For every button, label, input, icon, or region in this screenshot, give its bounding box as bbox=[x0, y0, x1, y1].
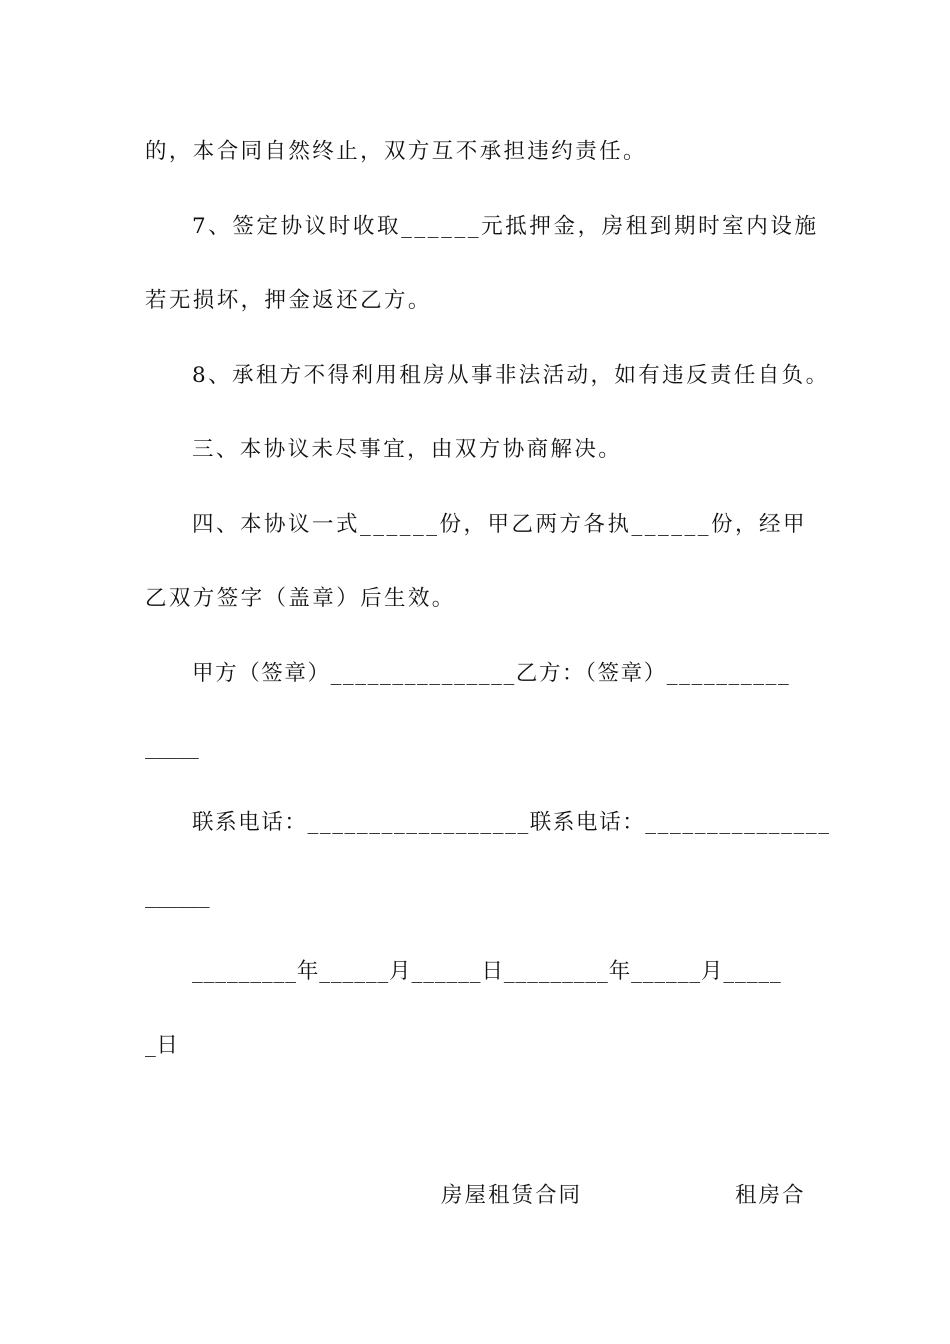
phone-line-continuation: ______ bbox=[145, 884, 210, 909]
clause-7-deposit: 7、签定协议时收取______元抵押金，房租到期时室内设施 bbox=[192, 214, 819, 239]
date-line-continuation: _日 bbox=[145, 1033, 179, 1058]
signature-line-continuation: _____ bbox=[145, 735, 199, 760]
section-3-negotiation: 三、本协议未尽事宜，由双方协商解决。 bbox=[192, 437, 623, 462]
section-4-copies: 四、本协议一式______份，甲乙两方各执______份，经甲 bbox=[192, 512, 808, 537]
date-line: _________年______月______日_________年______月_____ bbox=[192, 959, 782, 984]
section-4-continuation: 乙双方签字（盖章）后生效。 bbox=[145, 586, 456, 611]
footer-title-right: 租房合 bbox=[735, 1183, 806, 1208]
footer-title-left: 房屋租赁合同 bbox=[441, 1183, 583, 1208]
phone-line: 联系电话：__________________联系电话：_______________ bbox=[192, 810, 831, 835]
clause-6-continuation: 的，本合同自然终止，双方互不承担违约责任。 bbox=[145, 139, 647, 164]
clause-8-illegal-activity: 8、承租方不得利用租房从事非法活动，如有违反责任自负。 bbox=[192, 363, 830, 388]
signature-line: 甲方（签章）_______________乙方：（签章）__________ bbox=[192, 661, 791, 686]
clause-7-continuation: 若无损坏，押金返还乙方。 bbox=[145, 288, 432, 313]
